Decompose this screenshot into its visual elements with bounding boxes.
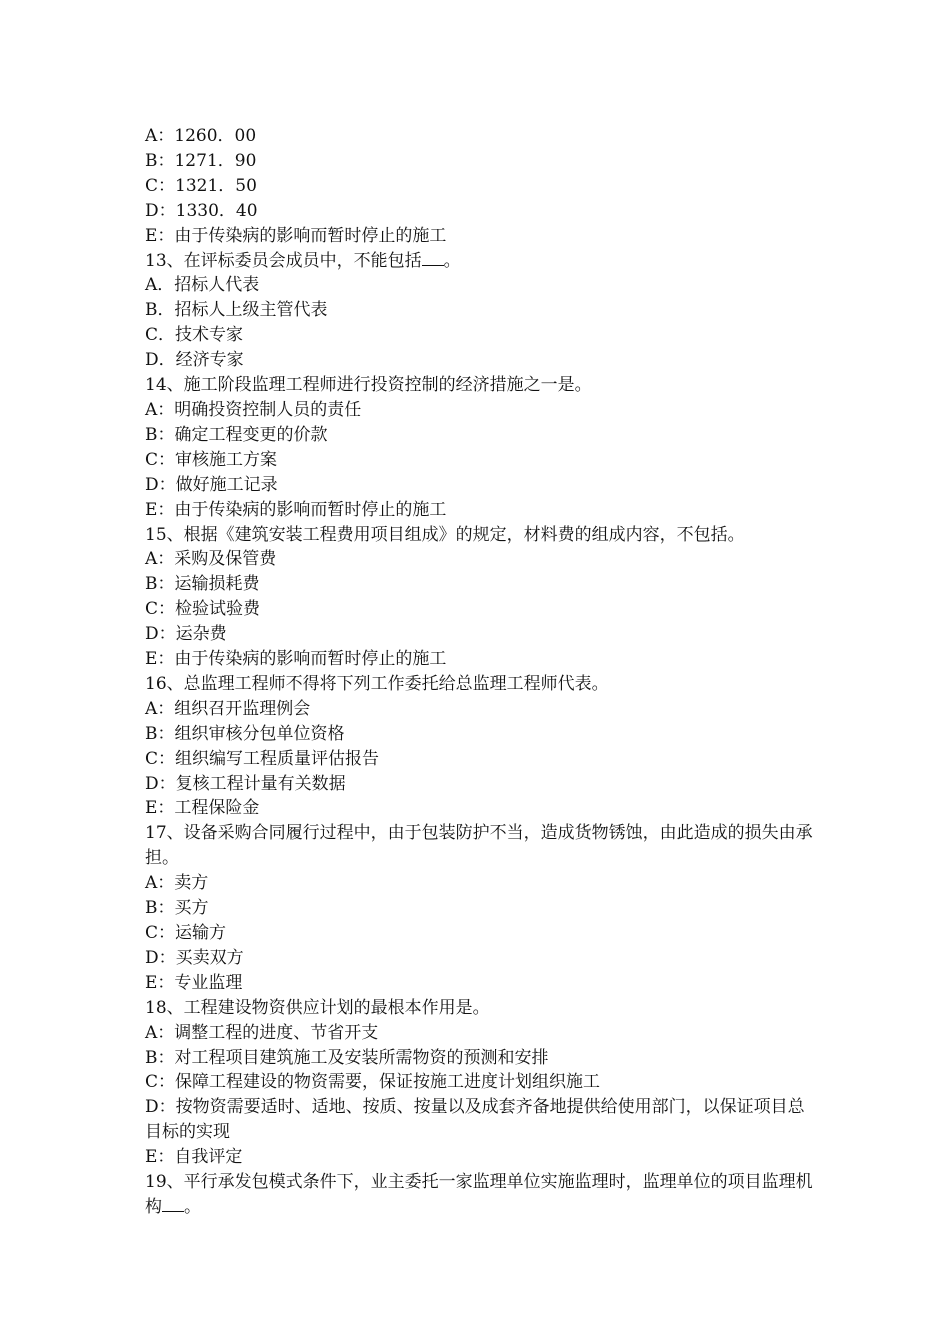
question-15: 15、根据《建筑安装工程费用项目组成》的规定，材料费的组成内容，不包括。 <box>145 524 745 545</box>
option-d-line: D：1330．40 <box>145 200 258 221</box>
option-e-line: E：由于传染病的影响而暂时停止的施工 <box>145 499 447 520</box>
option-b-line: B：组织审核分包单位资格 <box>145 723 345 744</box>
option-e-line: E：专业监理 <box>145 972 243 993</box>
question-18: 18、工程建设物资供应计划的最根本作用是。 <box>145 997 490 1018</box>
option-a-line: A：卖方 <box>145 873 209 894</box>
option-c-line: C．技术专家 <box>145 325 244 346</box>
option-e-line: E：自我评定 <box>145 1147 243 1168</box>
option-b-line: B：1271．90 <box>145 150 257 171</box>
option-c-line: C：保障工程建设的物资需要，保证按施工进度计划组织施工 <box>145 1072 601 1093</box>
option-a-line: A：1260．00 <box>145 126 257 146</box>
question-13-end: 。 <box>443 250 461 271</box>
option-b-line: B：对工程项目建筑施工及安装所需物资的预测和安排 <box>145 1047 549 1068</box>
option-a-line: A：明确投资控制人员的责任 <box>145 399 362 420</box>
question-13 <box>145 249 815 274</box>
option-c-line: C：组织编写工程质量评估报告 <box>145 748 380 769</box>
question-14: 14、施工阶段监理工程师进行投资控制的经济措施之一是。 <box>145 375 592 396</box>
option-c-line: C：检验试验费 <box>145 599 261 620</box>
option-e-line: E：工程保险金 <box>145 798 260 819</box>
option-a-line: A：采购及保管费 <box>145 549 277 570</box>
answer-blank <box>422 251 444 266</box>
option-d-line: D：买卖双方 <box>145 947 244 968</box>
question-19-end: 。 <box>184 1196 201 1217</box>
option-a-line: A：组织召开监理例会 <box>145 698 311 719</box>
option-b-line: B：运输损耗费 <box>145 574 260 595</box>
document-page <box>145 124 815 1220</box>
option-c-line: C：1321．50 <box>145 175 257 196</box>
option-e-line: E：由于传染病的影响而暂时停止的施工 <box>145 649 447 670</box>
question-13-text: 13、在评标委员会成员中，不能包括 <box>145 250 422 271</box>
option-b-line: B．招标人上级主管代表 <box>145 300 328 321</box>
option-b-line: B：买方 <box>145 898 209 919</box>
option-e-line: E：由于传染病的影响而暂时停止的施工 <box>145 225 447 246</box>
option-b-line: B：确定工程变更的价款 <box>145 424 328 445</box>
question-16: 16、总监理工程师不得将下列工作委托给总监理工程师代表。 <box>145 673 609 694</box>
answer-blank <box>162 1197 184 1212</box>
option-d-line: D：做好施工记录 <box>145 474 278 495</box>
option-d-line: D：复核工程计量有关数据 <box>145 773 346 794</box>
option-d-line: D．经济专家 <box>145 350 244 371</box>
option-c-line: C：运输方 <box>145 923 227 943</box>
option-d-line: D：按物资需要适时、适地、按质、按量以及成套齐备地提供给使用部门，以保证项目总目标的实现 <box>145 1097 805 1143</box>
option-a-line: A：调整工程的进度、节省开支 <box>145 1022 379 1043</box>
option-d-line: D：运杂费 <box>145 624 227 645</box>
option-a-line: A．招标人代表 <box>145 275 260 296</box>
question-17: 17、设备采购合同履行过程中，由于包装防护不当，造成货物锈蚀，由此造成的损失由承担。 <box>145 823 813 869</box>
question-19 <box>145 1170 815 1220</box>
question-19-text: 19、平行承发包模式条件下，业主委托一家监理单位实施监理时，监理单位的项目监理机构 <box>145 1172 813 1217</box>
option-c-line: C：审核施工方案 <box>145 449 278 470</box>
